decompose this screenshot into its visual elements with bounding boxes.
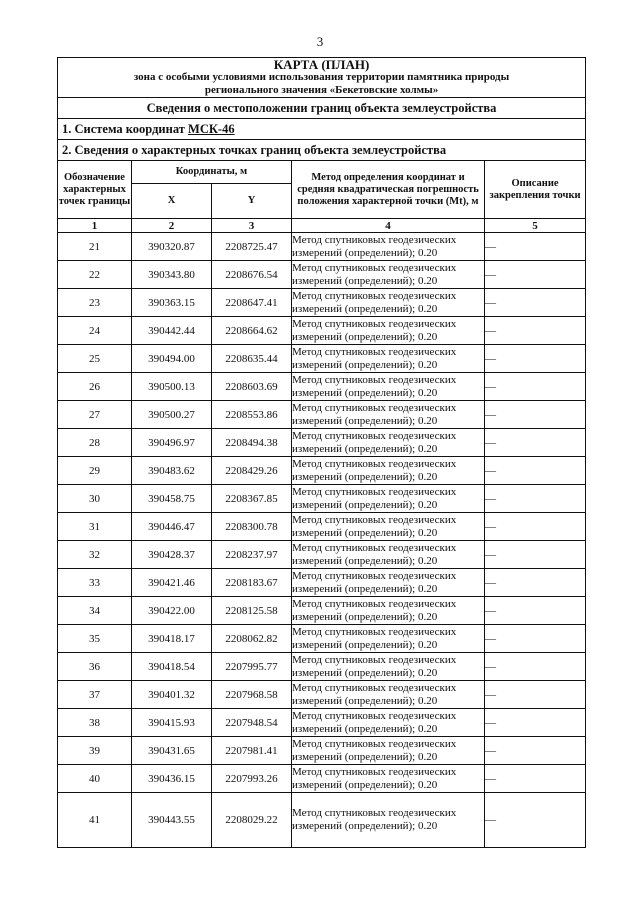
- description-cell: —: [485, 457, 586, 485]
- x-coordinate-cell: 390500.27: [132, 401, 212, 429]
- method-cell: Метод спутниковых геодезических измерений (определений); 0.20: [292, 289, 485, 317]
- method-cell: Метод спутниковых геодезических измерений (определений); 0.20: [292, 625, 485, 653]
- column-number-5: 5: [485, 219, 586, 233]
- description-cell: —: [485, 373, 586, 401]
- point-id-cell: 24: [58, 317, 132, 345]
- y-coordinate-cell: 2208603.69: [212, 373, 292, 401]
- x-coordinate-cell: 390458.75: [132, 485, 212, 513]
- description-cell: —: [485, 233, 586, 261]
- table-row: [58, 597, 586, 625]
- method-cell: Метод спутниковых геодезических измерений (определений); 0.20: [292, 569, 485, 597]
- point-id-cell: 33: [58, 569, 132, 597]
- header-method: Метод определения координат и средняя квадратическая погрешность положения характерной точки (Mt), м: [292, 161, 485, 219]
- table-row: [58, 373, 586, 401]
- table-row: [58, 261, 586, 289]
- y-coordinate-cell: 2208494.38: [212, 429, 292, 457]
- table-row: [58, 737, 586, 765]
- point-id-cell: 38: [58, 709, 132, 737]
- method-cell: Метод спутниковых геодезических измерений (определений); 0.20: [292, 541, 485, 569]
- table-row: [58, 681, 586, 709]
- table-row: [58, 401, 586, 429]
- method-cell: Метод спутниковых геодезических измерений (определений); 0.20: [292, 737, 485, 765]
- method-cell: Метод спутниковых геодезических измерений (определений); 0.20: [292, 653, 485, 681]
- x-coordinate-cell: 390431.65: [132, 737, 212, 765]
- description-cell: —: [485, 709, 586, 737]
- x-coordinate-cell: 390442.44: [132, 317, 212, 345]
- point-id-cell: 22: [58, 261, 132, 289]
- header-description: Описание закрепления точки: [485, 161, 586, 219]
- point-id-cell: 37: [58, 681, 132, 709]
- y-coordinate-cell: 2208183.67: [212, 569, 292, 597]
- coordinate-system-name: МСК-46: [188, 121, 235, 136]
- table-row: [58, 793, 586, 848]
- table-row: [58, 653, 586, 681]
- point-id-cell: 41: [58, 793, 132, 848]
- description-cell: —: [485, 625, 586, 653]
- section-points-heading: 2. Сведения о характерных точках границ объекта землеустройства: [58, 140, 586, 161]
- method-cell: Метод спутниковых геодезических измерений (определений); 0.20: [292, 345, 485, 373]
- y-coordinate-cell: 2208029.22: [212, 793, 292, 848]
- x-coordinate-cell: 390446.47: [132, 513, 212, 541]
- point-id-cell: 35: [58, 625, 132, 653]
- boundary-points-table: [57, 57, 586, 848]
- table-row: [58, 541, 586, 569]
- header-coordinates: Координаты, м: [132, 161, 292, 184]
- x-coordinate-cell: 390443.55: [132, 793, 212, 848]
- y-coordinate-cell: 2208237.97: [212, 541, 292, 569]
- description-cell: —: [485, 765, 586, 793]
- method-cell: Метод спутниковых геодезических измерений (определений); 0.20: [292, 317, 485, 345]
- x-coordinate-cell: 390401.32: [132, 681, 212, 709]
- method-cell: Метод спутниковых геодезических измерений (определений); 0.20: [292, 261, 485, 289]
- point-id-cell: 32: [58, 541, 132, 569]
- x-coordinate-cell: 390363.15: [132, 289, 212, 317]
- point-id-cell: 28: [58, 429, 132, 457]
- document-subtitle-line-2: регионального значения «Бекетовские холмы»: [204, 84, 439, 96]
- description-cell: —: [485, 345, 586, 373]
- x-coordinate-cell: 390483.62: [132, 457, 212, 485]
- document-title-block: [58, 58, 586, 98]
- point-id-cell: 36: [58, 653, 132, 681]
- x-coordinate-cell: 390496.97: [132, 429, 212, 457]
- description-cell: —: [485, 653, 586, 681]
- x-coordinate-cell: 390343.80: [132, 261, 212, 289]
- table-row: [58, 765, 586, 793]
- description-cell: —: [485, 317, 586, 345]
- description-cell: —: [485, 569, 586, 597]
- description-cell: —: [485, 261, 586, 289]
- table-row: [58, 289, 586, 317]
- description-cell: —: [485, 429, 586, 457]
- point-id-cell: 27: [58, 401, 132, 429]
- point-id-cell: 21: [58, 233, 132, 261]
- x-coordinate-cell: 390415.93: [132, 709, 212, 737]
- point-id-cell: 39: [58, 737, 132, 765]
- header-y: Y: [212, 184, 292, 219]
- table-row: [58, 457, 586, 485]
- method-cell: Метод спутниковых геодезических измерений (определений); 0.20: [292, 765, 485, 793]
- point-id-cell: 25: [58, 345, 132, 373]
- column-number-3: 3: [212, 219, 292, 233]
- description-cell: —: [485, 793, 586, 848]
- x-coordinate-cell: 390428.37: [132, 541, 212, 569]
- table-row: [58, 345, 586, 373]
- table-row: [58, 625, 586, 653]
- description-cell: —: [485, 401, 586, 429]
- description-cell: —: [485, 681, 586, 709]
- y-coordinate-cell: 2208553.86: [212, 401, 292, 429]
- method-cell: Метод спутниковых геодезических измерений (определений); 0.20: [292, 457, 485, 485]
- y-coordinate-cell: 2207993.26: [212, 765, 292, 793]
- table-row: [58, 233, 586, 261]
- table-row: [58, 485, 586, 513]
- y-coordinate-cell: 2208676.54: [212, 261, 292, 289]
- y-coordinate-cell: 2208635.44: [212, 345, 292, 373]
- method-cell: Метод спутниковых геодезических измерений (определений); 0.20: [292, 709, 485, 737]
- x-coordinate-cell: 390436.15: [132, 765, 212, 793]
- method-cell: Метод спутниковых геодезических измерений (определений); 0.20: [292, 429, 485, 457]
- table-row: [58, 709, 586, 737]
- y-coordinate-cell: 2208062.82: [212, 625, 292, 653]
- y-coordinate-cell: 2207981.41: [212, 737, 292, 765]
- point-id-cell: 30: [58, 485, 132, 513]
- method-cell: Метод спутниковых геодезических измерений (определений); 0.20: [292, 485, 485, 513]
- method-cell: Метод спутниковых геодезических измерений (определений); 0.20: [292, 373, 485, 401]
- y-coordinate-cell: 2208125.58: [212, 597, 292, 625]
- point-id-cell: 31: [58, 513, 132, 541]
- description-cell: —: [485, 597, 586, 625]
- y-coordinate-cell: 2208367.85: [212, 485, 292, 513]
- method-cell: Метод спутниковых геодезических измерений (определений); 0.20: [292, 401, 485, 429]
- y-coordinate-cell: 2208725.47: [212, 233, 292, 261]
- document-subtitle-line-1: зона с особыми условиями использования территории памятника природы: [133, 71, 510, 83]
- table-row: [58, 569, 586, 597]
- x-coordinate-cell: 390320.87: [132, 233, 212, 261]
- method-cell: Метод спутниковых геодезических измерений (определений); 0.20: [292, 793, 485, 848]
- y-coordinate-cell: 2207968.58: [212, 681, 292, 709]
- description-cell: —: [485, 289, 586, 317]
- y-coordinate-cell: 2208647.41: [212, 289, 292, 317]
- column-number-2: 2: [132, 219, 212, 233]
- table-row: [58, 513, 586, 541]
- description-cell: —: [485, 737, 586, 765]
- y-coordinate-cell: 2208300.78: [212, 513, 292, 541]
- column-number-4: 4: [292, 219, 485, 233]
- y-coordinate-cell: 2208664.62: [212, 317, 292, 345]
- document-title: КАРТА (ПЛАН): [273, 57, 370, 72]
- coordinate-system-heading: [58, 119, 586, 140]
- method-cell: Метод спутниковых геодезических измерений (определений); 0.20: [292, 513, 485, 541]
- table-row: [58, 317, 586, 345]
- y-coordinate-cell: 2207995.77: [212, 653, 292, 681]
- description-cell: —: [485, 485, 586, 513]
- y-coordinate-cell: 2207948.54: [212, 709, 292, 737]
- x-coordinate-cell: 390421.46: [132, 569, 212, 597]
- description-cell: —: [485, 513, 586, 541]
- x-coordinate-cell: 390494.00: [132, 345, 212, 373]
- column-number-1: 1: [58, 219, 132, 233]
- x-coordinate-cell: 390422.00: [132, 597, 212, 625]
- page-number: 3: [316, 34, 324, 49]
- description-cell: —: [485, 541, 586, 569]
- header-x: X: [132, 184, 212, 219]
- point-id-cell: 26: [58, 373, 132, 401]
- x-coordinate-cell: 390418.54: [132, 653, 212, 681]
- point-id-cell: 29: [58, 457, 132, 485]
- point-id-cell: 23: [58, 289, 132, 317]
- point-id-cell: 40: [58, 765, 132, 793]
- header-designation: Обозначение характерных точек границы: [58, 161, 132, 219]
- table-row: [58, 429, 586, 457]
- method-cell: Метод спутниковых геодезических измерений (определений); 0.20: [292, 233, 485, 261]
- point-id-cell: 34: [58, 597, 132, 625]
- method-cell: Метод спутниковых геодезических измерений (определений); 0.20: [292, 681, 485, 709]
- x-coordinate-cell: 390418.17: [132, 625, 212, 653]
- y-coordinate-cell: 2208429.26: [212, 457, 292, 485]
- x-coordinate-cell: 390500.13: [132, 373, 212, 401]
- method-cell: Метод спутниковых геодезических измерений (определений); 0.20: [292, 597, 485, 625]
- coordinate-system-prefix: 1. Система координат: [62, 121, 189, 136]
- section-location-heading: Сведения о местоположении границ объекта землеустройства: [58, 98, 586, 119]
